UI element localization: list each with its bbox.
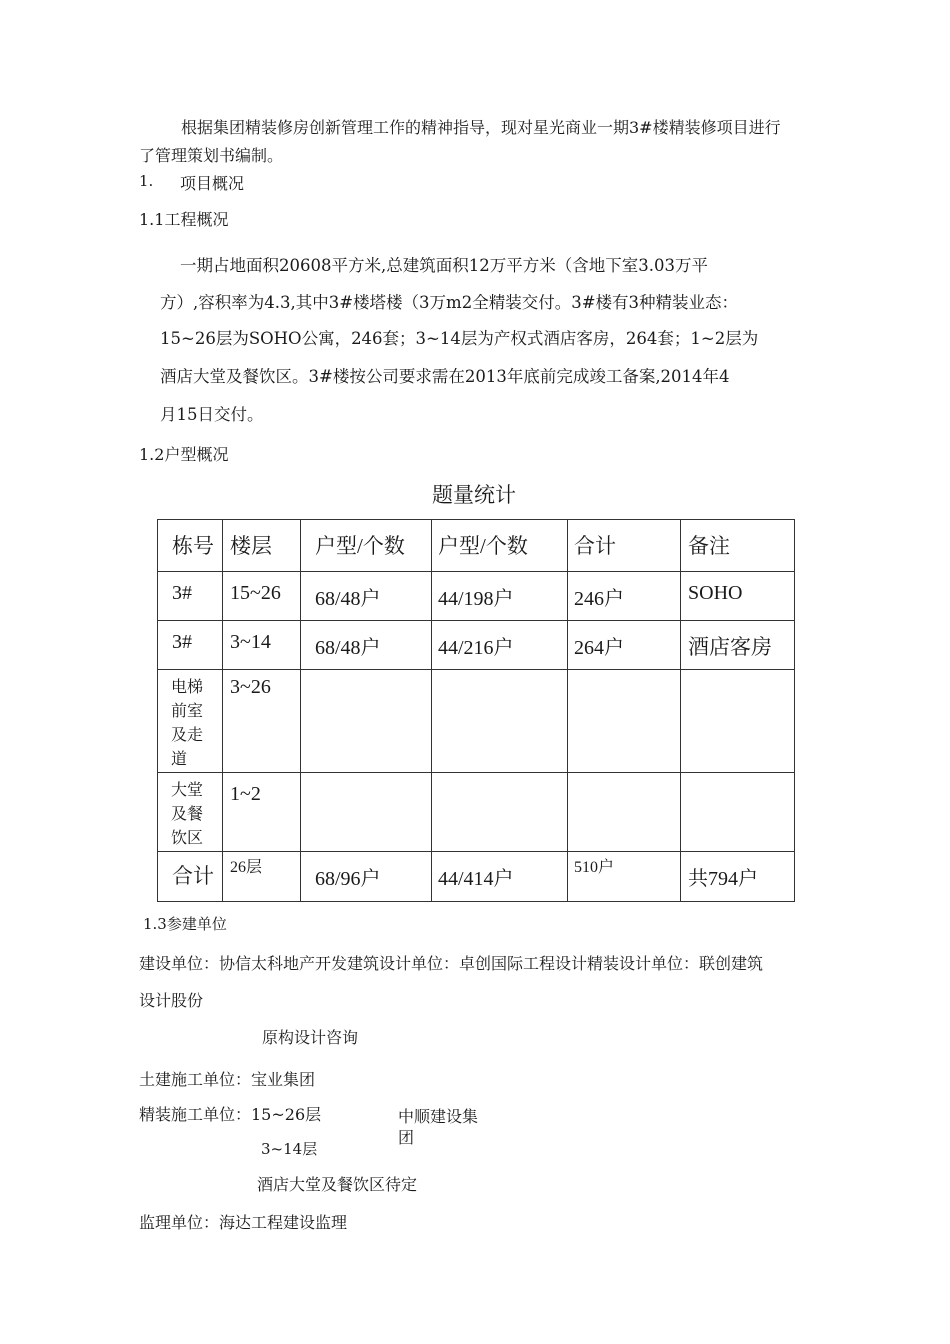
table-cell: 44/216户 — [432, 621, 568, 670]
fitout-contractor-name: 中顺建设集团 — [398, 1107, 479, 1147]
table-row — [158, 670, 795, 773]
table-cell: 44/414户 — [432, 852, 568, 902]
table-cell: 44/198户 — [432, 572, 568, 621]
header-cell: 户型/个数 — [301, 520, 432, 572]
unit-statistics-table — [157, 519, 795, 902]
intro-line-2: 了管理策划书编制。 — [139, 146, 284, 165]
header-cell: 合计 — [568, 520, 681, 572]
table-cell — [568, 670, 681, 773]
header-cell: 备注 — [681, 520, 795, 572]
overview-line-4: 酒店大堂及餐饮区。3#楼按公司要求需在2013年底前完成竣工备案,2014年4 — [160, 367, 730, 386]
section-1-1-heading: 1.1工程概况 — [139, 210, 229, 229]
header-cell: 栋号 — [158, 520, 223, 572]
table-cell: 68/48户 — [301, 572, 432, 621]
table-cell — [681, 670, 795, 773]
table-cell: SOHO — [681, 572, 795, 621]
intro-line-1: 根据集团精装修房创新管理工作的精神指导，现对星光商业一期3#楼精装修项目进行 — [181, 118, 781, 137]
units-line-1: 建设单位：协信太科地产开发建筑设计单位：卓创国际工程设计精装设计单位：联创建筑 — [139, 954, 764, 973]
fitout-contractor-label: 精装施工单位：15~26层 — [139, 1105, 322, 1124]
table-header-row — [158, 520, 795, 572]
table-cell — [301, 670, 432, 773]
units-line-2: 设计股份 — [139, 991, 204, 1010]
table-title: 题量统计 — [432, 483, 516, 507]
overview-line-5: 月15日交付。 — [160, 405, 264, 424]
table-cell-text: 大堂及餐饮区 — [171, 782, 204, 847]
table-cell: 3~14 — [223, 621, 301, 670]
overview-line-1: 一期占地面积20608平方米,总建筑面积12万平方米（含地下室3.03万平 — [180, 256, 708, 275]
table-cell — [432, 773, 568, 852]
table-cell — [158, 773, 223, 852]
table-cell — [432, 670, 568, 773]
table-row — [158, 621, 795, 670]
units-line-3: 原构设计咨询 — [262, 1028, 359, 1047]
fitout-floor-range: 3~14层 — [261, 1140, 318, 1158]
table-cell: 共794户 — [681, 852, 795, 902]
section-1-number: 1. — [139, 172, 154, 190]
table-cell: 15~26 — [223, 572, 301, 621]
table-cell: 合计 — [158, 852, 223, 902]
table-cell: 68/96户 — [301, 852, 432, 902]
table-cell: 510户 — [568, 852, 681, 902]
table-row — [158, 572, 795, 621]
table-cell: 246户 — [568, 572, 681, 621]
table-cell — [681, 773, 795, 852]
table-row — [158, 773, 795, 852]
fitout-hotel-area: 酒店大堂及餐饮区待定 — [257, 1175, 418, 1194]
overview-line-2: 方）,容积率为4.3,其中3#楼塔楼（3万m2全精装交付。3#楼有3种精装业态： — [160, 293, 739, 312]
table-cell: 1~2 — [223, 773, 301, 852]
table-cell-text: 电梯前室及走道 — [171, 679, 204, 768]
header-cell: 楼层 — [223, 520, 301, 572]
table-cell: 3# — [158, 572, 223, 621]
table-cell — [568, 773, 681, 852]
table-total-row — [158, 852, 795, 902]
table-cell: 26层 — [223, 852, 301, 902]
table-cell: 264户 — [568, 621, 681, 670]
header-cell: 户型/个数 — [432, 520, 568, 572]
table-cell: 酒店客房 — [681, 621, 795, 670]
table-cell: 68/48户 — [301, 621, 432, 670]
table-cell — [158, 670, 223, 773]
section-1-2-heading: 1.2户型概况 — [139, 445, 229, 464]
table-cell — [301, 773, 432, 852]
civil-contractor: 土建施工单位：宝业集团 — [139, 1070, 316, 1089]
overview-line-3: 15~26层为SOHO公寓，246套；3~14层为产权式酒店客房，264套；1~2层为 — [160, 329, 759, 348]
section-1-3-heading: 1.3参建单位 — [143, 915, 227, 933]
table-cell: 3# — [158, 621, 223, 670]
section-1-title: 项目概况 — [180, 174, 245, 193]
supervision-unit: 监理单位：海达工程建设监理 — [139, 1213, 348, 1232]
table-cell: 3~26 — [223, 670, 301, 773]
